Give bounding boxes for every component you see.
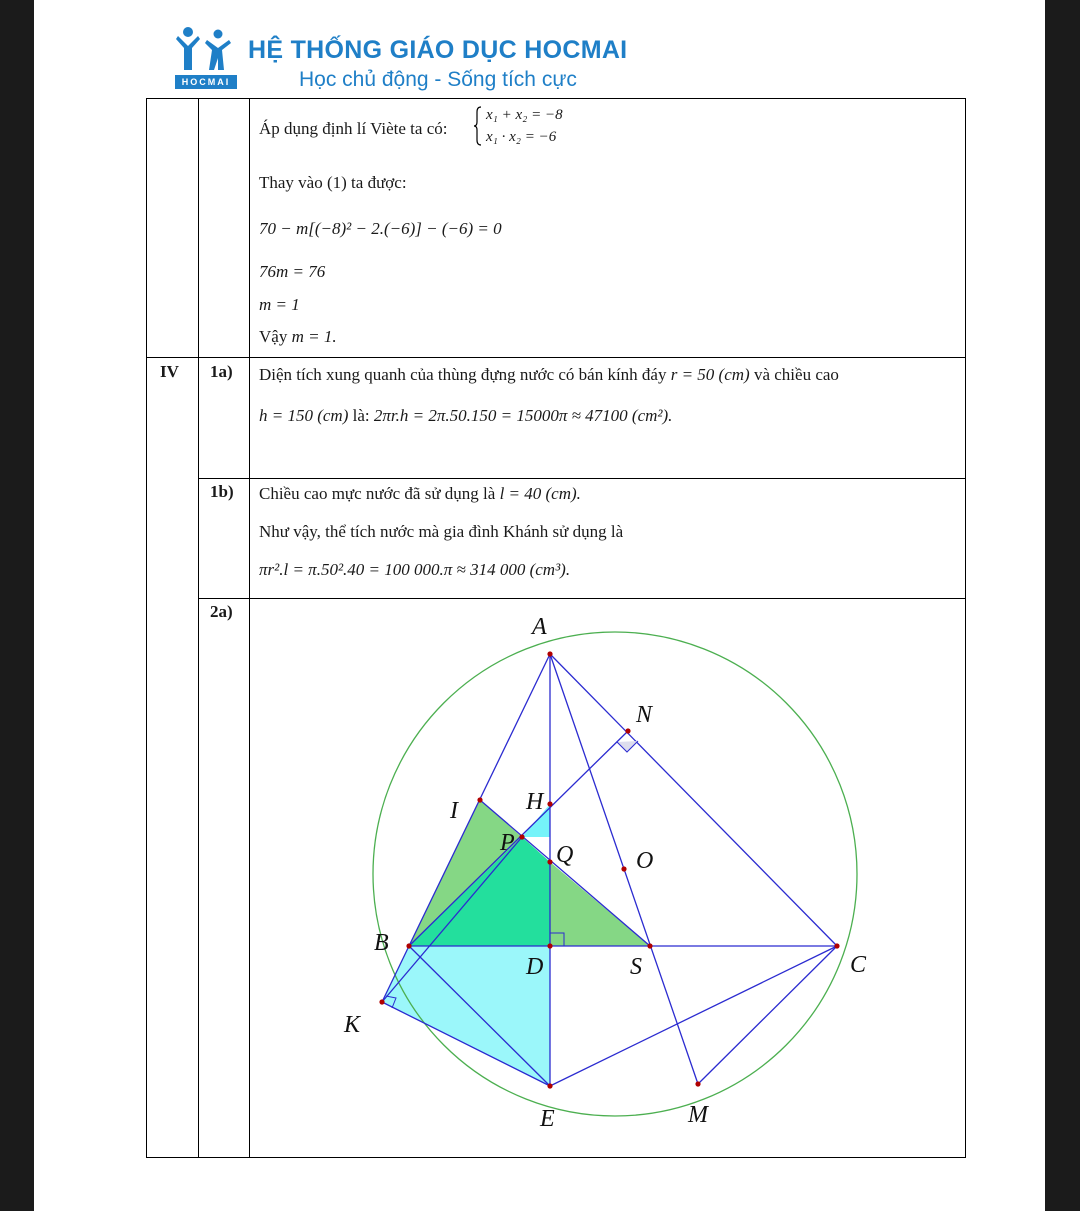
brand-slogan: Học chủ động - Sống tích cực bbox=[299, 68, 577, 91]
row-divider-2a bbox=[198, 598, 966, 599]
table-top-border bbox=[146, 98, 966, 99]
q1a-line-2: h = 150 (cm) là: 2πr.h = 2π.50.150 = 15000π ≈ 47100 (cm²). bbox=[259, 406, 673, 425]
column-divider-2 bbox=[249, 98, 250, 1158]
point-label-e: E bbox=[540, 1106, 555, 1132]
question-1a-label: 1a) bbox=[210, 362, 233, 381]
row-divider-1b bbox=[198, 478, 966, 479]
row-divider-iv bbox=[146, 357, 966, 358]
section-roman-numeral: IV bbox=[160, 362, 179, 381]
point-label-b: B bbox=[374, 930, 389, 956]
viete-intro: Áp dụng định lí Viète ta có: bbox=[259, 119, 448, 138]
viete-equation-product: x₁ · x₂ = −6 bbox=[486, 129, 557, 145]
q1a-line-1: Diện tích xung quanh của thùng đựng nước có bán kính đáy r = 50 (cm) và chiều cao bbox=[259, 365, 839, 384]
substitute-line: Thay vào (1) ta được: bbox=[259, 173, 407, 192]
point-label-p: P bbox=[500, 830, 515, 856]
point-label-d: D bbox=[526, 954, 544, 980]
right-angle-n bbox=[617, 741, 638, 752]
equation-step-1: 70 − m[(−8)² − 2.(−6)] − (−6) = 0 bbox=[259, 219, 502, 238]
geometry-figure bbox=[344, 606, 934, 1146]
q1a-height: h = 150 (cm) bbox=[259, 406, 349, 425]
point-label-m: M bbox=[688, 1102, 708, 1128]
viete-system bbox=[474, 104, 563, 148]
point-label-i: I bbox=[450, 798, 458, 824]
question-2a-label: 2a) bbox=[210, 602, 233, 621]
point-label-n: N bbox=[636, 702, 653, 728]
point-label-q: Q bbox=[556, 842, 574, 868]
table-right-border bbox=[965, 98, 966, 1158]
q1a-formula: 2πr.h = 2π.50.150 = 15000π ≈ 47100 (cm²). bbox=[373, 406, 673, 425]
point-label-h: H bbox=[526, 789, 544, 815]
equation-step-3: m = 1 bbox=[259, 295, 300, 314]
point-label-s: S bbox=[630, 954, 642, 980]
point-label-c: C bbox=[850, 952, 867, 978]
q1a-radius: r = 50 (cm) bbox=[670, 365, 750, 384]
q1b-formula: πr².l = π.50².40 = 100 000.π ≈ 314 000 (cm³). bbox=[259, 560, 571, 579]
q1b-line-2: Như vậy, thể tích nước mà gia đình Khánh sử dụng là bbox=[259, 522, 624, 541]
equation-step-2: 76m = 76 bbox=[259, 262, 326, 281]
conclusion-line: Vậy m = 1. bbox=[259, 327, 337, 346]
hocmai-logo-icon bbox=[174, 26, 238, 72]
brace-icon bbox=[474, 106, 482, 146]
question-1b-label: 1b) bbox=[210, 482, 234, 501]
point-label-a: A bbox=[532, 614, 547, 640]
brand-title: HỆ THỐNG GIÁO DỤC HOCMAI bbox=[248, 36, 628, 64]
document-page bbox=[34, 0, 1045, 1211]
viete-equation-sum: x₁ + x₂ = −8 bbox=[486, 107, 563, 123]
column-divider-1 bbox=[198, 98, 199, 1158]
hocmai-logo-tag: HOCMAI bbox=[175, 75, 237, 89]
table-bottom-border bbox=[146, 1157, 966, 1158]
point-label-k: K bbox=[344, 1012, 361, 1038]
q1b-level: l = 40 (cm). bbox=[499, 484, 581, 503]
point-label-o: O bbox=[636, 848, 654, 874]
conclusion-value: m = 1. bbox=[291, 327, 337, 346]
q1b-line-1: Chiều cao mực nước đã sử dụng là l = 40 (cm). bbox=[259, 484, 581, 503]
table-left-border bbox=[146, 98, 147, 1158]
